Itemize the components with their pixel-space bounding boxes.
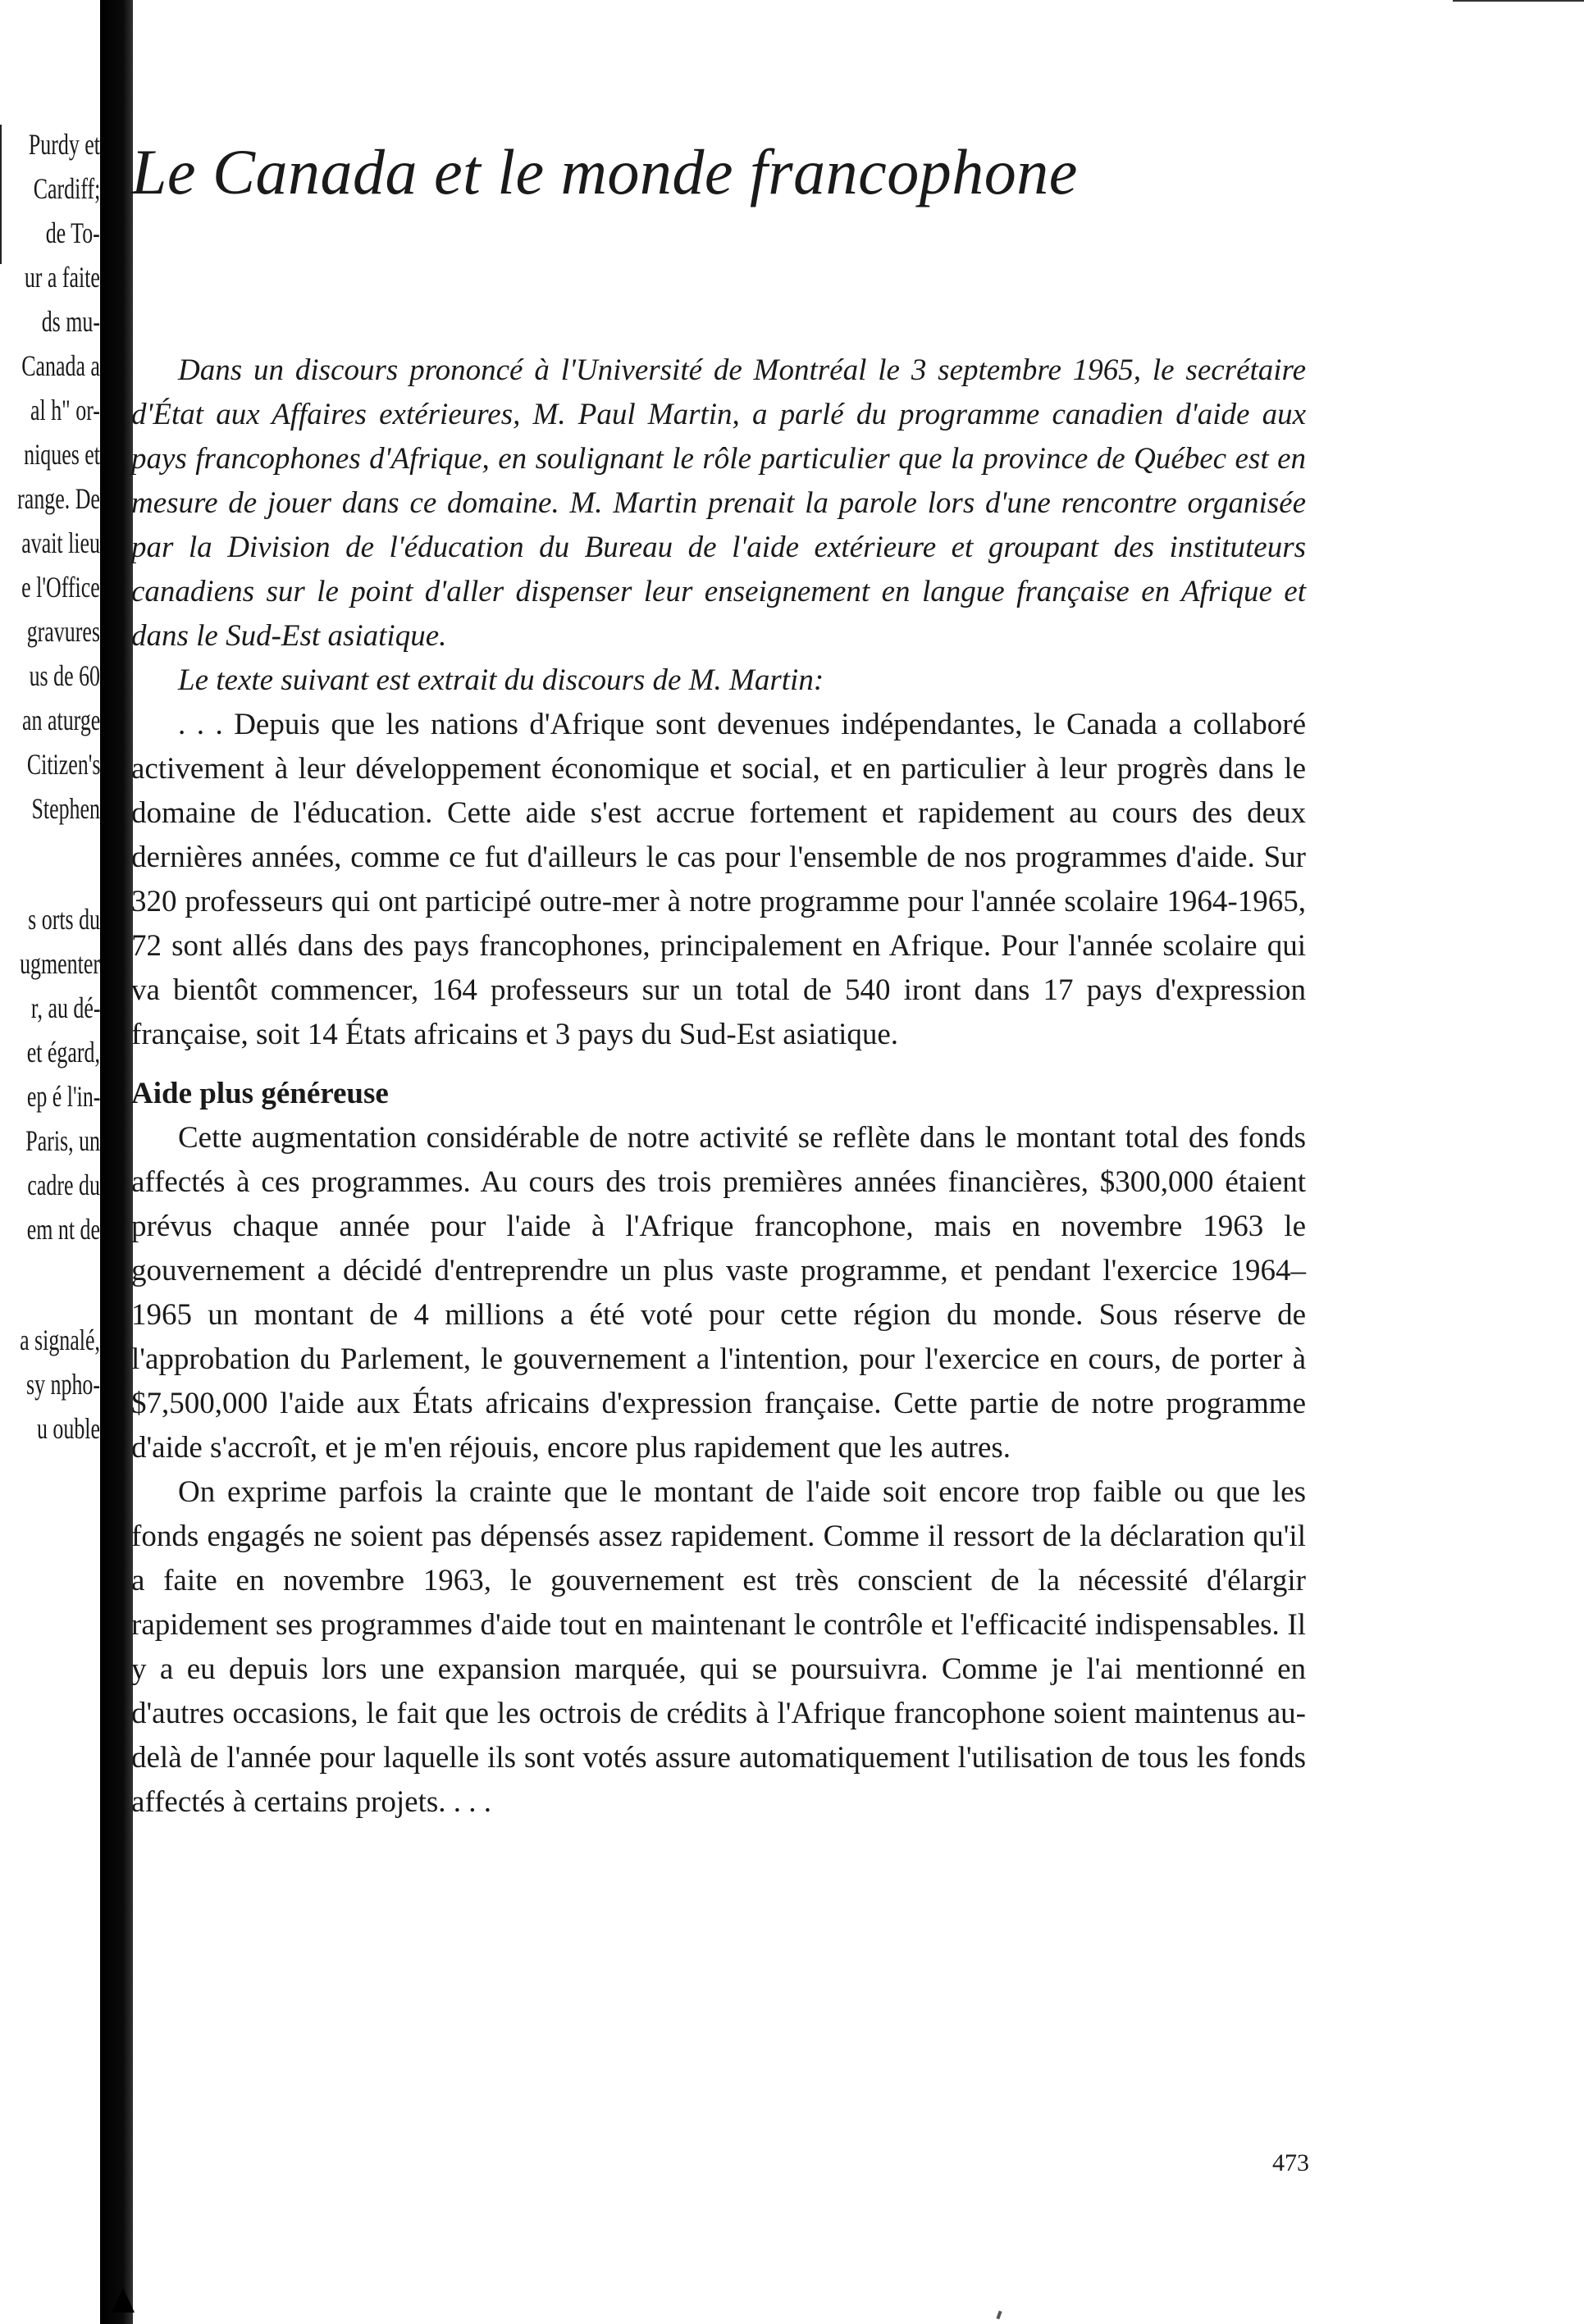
fragment-line: Paris, un xyxy=(25,1124,100,1157)
fragment-line: s orts du xyxy=(28,903,100,936)
fragment-line: sy npho- xyxy=(26,1368,100,1401)
fragment-line: Purdy et xyxy=(28,128,100,161)
fragment-line: em nt de xyxy=(26,1213,100,1246)
article-intro: Dans un discours prononcé à l'Université de Montréal le 3 septembre 1965, le secrétaire d'État aux Affaires extérieures, M. Paul Martin, a parlé du programme canadien d'aide aux pays francophones d'Afrique, en soulignant le rôle particulier que la province de Québec est en mesure de jouer dans ce domaine. M. Martin prenait la parole lors d'une rencontre organisée par la Division de l'éducation du Bureau de l'aide extérieure et groupant des instituteurs canadiens sur le point d'aller dispenser leur enseignement en langue française en Afrique et dans le Sud-Est asiatique. xyxy=(131,353,1306,653)
fragment-line: us de 60 xyxy=(29,659,100,692)
fragment-line: Canada a xyxy=(21,349,100,382)
fragment-line: Cardiff; xyxy=(33,172,100,205)
body-paragraph: Cette augmentation considérable de notre activité se reflète dans le montant total des fonds affectés à ces programmes. Au cours des trois premières années financières, $300,000 étaient prévus chaque année pour l'aide à l'Afrique francophone, mais en novembre 1963 le gouvernement a décidé d'entreprendre un plus vaste programme, et pendant l'exercice 1964–1965 un montant de 4 millions a été voté pour cette région du monde. Sous réserve de l'approbation du Parlement, le gouvernement a l'intention, pour l'exercice en cours, de porter à $7,500,000 l'aide aux États africains d'expression française. Cette partie de notre programme d'aide s'accroît, et je m'en réjouis, encore plus rapidement que les autres. xyxy=(131,1121,1306,1465)
fragment-line: ds mu- xyxy=(41,305,100,338)
fragment-line: Citizen's xyxy=(26,748,100,781)
page-number: 473 xyxy=(1272,2149,1309,2176)
fragment-line: al h" or- xyxy=(30,394,100,426)
body-paragraph: . . . Depuis que les nations d'Afrique sont devenues indépendantes, le Canada a collaboré activement à leur développement économique et social, et en particulier à leur progrès dans le domaine de l'éducation. Cette aide s'est accrue fortement et rapidement au cours des deux dernières années, comme ce fut d'ailleurs le cas pour l'ensemble de nos programmes d'aide. Sur 320 professeurs qui ont participé outre-mer à notre programme pour l'année scolaire 1964-1965, 72 sont allés dans des pays francophones, principalement en Afrique. Pour l'année scolaire qui va bientôt commencer, 164 professeurs sur un total de 540 iront dans 17 pays d'expression française, soit 14 États africains et 3 pays du Sud-Est asiatique. xyxy=(131,708,1306,1051)
fragment-line: r, au dé- xyxy=(30,991,100,1024)
fragment-line: a signalé, xyxy=(20,1324,100,1356)
fragment-line: Stephen xyxy=(31,792,100,825)
gutter-foot-mark xyxy=(112,2288,135,2313)
fragment-line: gravures xyxy=(26,615,100,648)
fragment-line: range. De xyxy=(17,482,100,515)
fragment-line: de To- xyxy=(45,216,100,249)
article-title: Le Canada et le monde francophone xyxy=(131,136,1078,207)
fragment-line: avait lieu xyxy=(21,526,100,559)
fragment-line: ep é l'in- xyxy=(26,1080,100,1113)
fragment-line: an aturge xyxy=(21,704,100,736)
article-intro-note: Le texte suivant est extrait du discours de M. Martin: xyxy=(178,663,824,697)
binding-gutter xyxy=(100,0,133,2324)
fragment-line: niques et xyxy=(24,438,100,471)
article xyxy=(131,135,1306,1825)
fragment-line: cadre du xyxy=(27,1169,100,1201)
fragment-line: e l'Office xyxy=(21,571,100,604)
article-body xyxy=(131,703,1306,1825)
fragment-line: et égard, xyxy=(26,1036,100,1069)
fragment-line: u ouble xyxy=(36,1412,100,1445)
body-paragraph: On exprime parfois la crainte que le montant de l'aide soit encore trop faible ou que les fonds engagés ne soient pas dépensés assez rapidement. Comme il ressort de la déclaration qu'il a faite en novembre 1963, le gouvernement est très conscient de la nécessité d'élargir rapidement ses programmes d'aide tout en maintenant le contrôle et l'efficacité indispensables. Il y a eu depuis lors une expansion marquée, qui se poursuivra. Comme je l'ai mentionné en d'autres occasions, le fait que les octrois de crédits à l'Afrique francophone soient maintenus au-delà de l'année pour laquelle ils sont votés assure automatiquement l'utilisation de tous les fonds affectés à certains projets. . . . xyxy=(131,1475,1306,1819)
facing-page-edge-line xyxy=(0,125,2,264)
fragment-line: ugmenter xyxy=(20,947,100,980)
scan-speck xyxy=(996,2311,1002,2320)
top-edge-rule xyxy=(1453,0,1584,2)
fragment-line: ur a faite xyxy=(24,261,100,294)
section-heading: Aide plus généreuse xyxy=(131,1077,389,1110)
